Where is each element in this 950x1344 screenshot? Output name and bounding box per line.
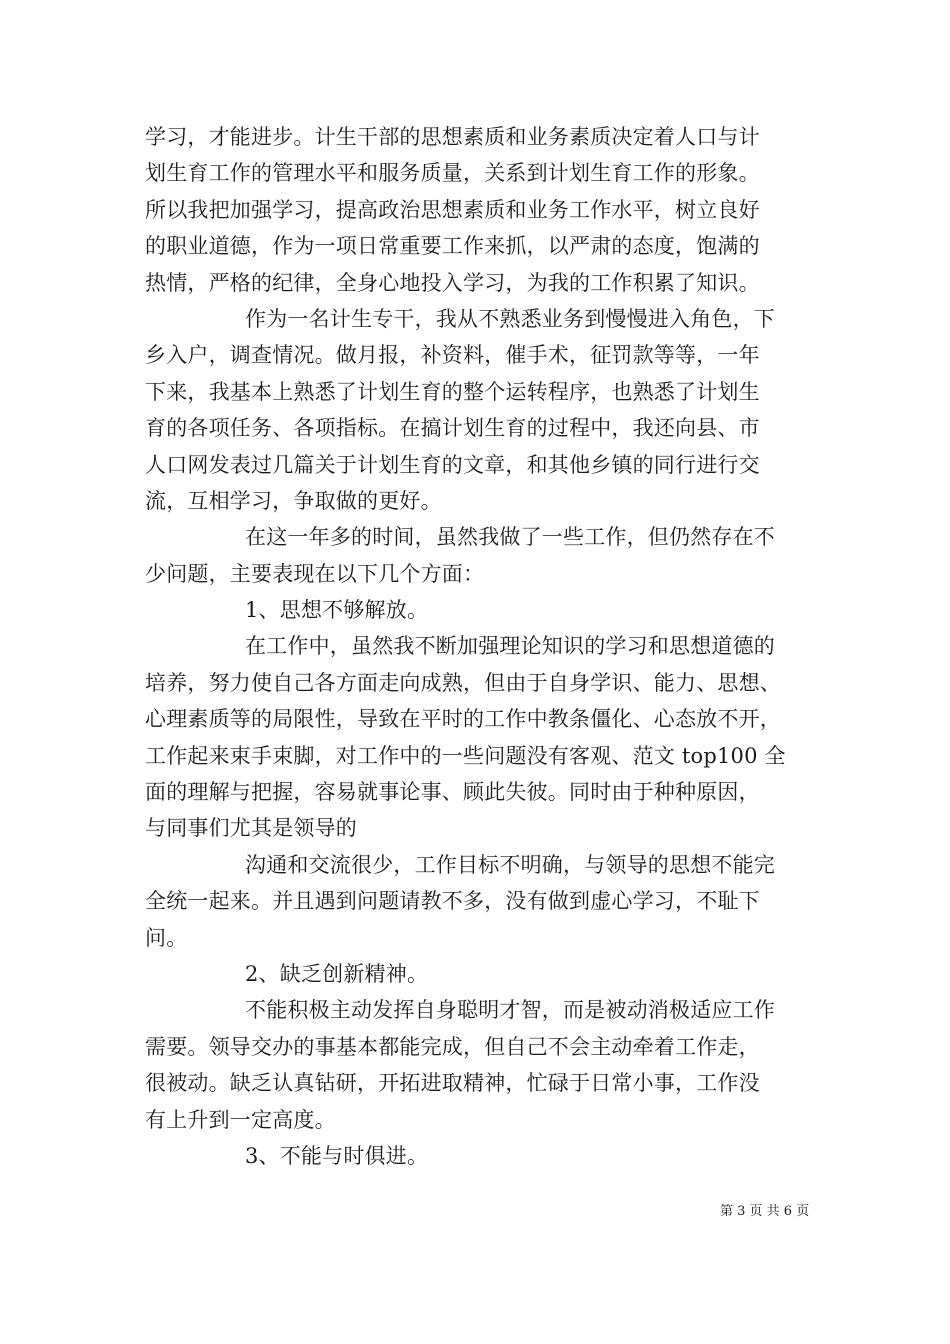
text-line: 少问题，主要表现在以下几个方面：	[145, 561, 485, 586]
text-line: 全统一起来。并且遇到问题请教不多，没有做到虚心学习，不耻下	[145, 889, 760, 914]
text-line: 与同事们尤其是领导的	[145, 816, 357, 841]
paragraph-start-line: 在工作中，虽然我不断加强理论知识的学习和思想道德的	[245, 634, 775, 659]
text-line: 乡入户，调查情况。做月报，补资料，催手术，征罚款等等，一年	[145, 343, 760, 368]
section-heading: 2、缺乏创新精神。	[245, 961, 429, 986]
paragraph-start-line: 不能积极主动发挥自身聪明才智，而是被动消极适应工作	[245, 998, 775, 1023]
text-line: 有上升到一定高度。	[145, 1107, 336, 1132]
text-line: 划生育工作的管理水平和服务质量，关系到计划生育工作的形象。	[145, 161, 760, 186]
text-line: 人口网发表过几篇关于计划生育的文章，和其他乡镇的同行进行交	[145, 452, 760, 477]
text-line: 问。	[145, 925, 188, 950]
text-line: 热情，严格的纪律，全身心地投入学习，为我的工作积累了知识。	[145, 270, 760, 295]
text-line: 育的各项任务、各项指标。在搞计划生育的过程中，我还向县、市	[145, 416, 760, 441]
text-line: 下来，我基本上熟悉了计划生育的整个运转程序，也熟悉了计划生	[145, 379, 760, 404]
text-line: 面的理解与把握，容易就事论事、顾此失彼。同时由于种种原因，	[145, 780, 760, 805]
text-line: 所以我把加强学习，提高政治思想素质和业务工作水平，树立良好	[145, 197, 760, 222]
paragraph-start-line: 在这一年多的时间，虽然我做了一些工作，但仍然存在不	[245, 525, 775, 550]
text-line: 工作起来束手束脚，对工作中的一些问题没有客观、范文 top100 全	[145, 743, 786, 768]
section-heading: 1、思想不够解放。	[245, 598, 429, 623]
text-line: 流，互相学习，争取做的更好。	[145, 488, 442, 513]
text-line: 需要。领导交办的事基本都能完成，但自己不会主动牵着工作走，	[145, 1034, 760, 1059]
paragraph-start-line: 沟通和交流很少，工作目标不明确，与领导的思想不能完	[245, 852, 775, 877]
text-line: 心理素质等的局限性，导致在平时的工作中教条僵化、心态放不开，	[145, 707, 781, 732]
text-line: 学习，才能进步。计生干部的思想素质和业务素质决定着人口与计	[145, 125, 760, 149]
text-line: 培养，努力使自己各方面走向成熟，但由于自身学识、能力、思想、	[145, 670, 781, 695]
section-heading: 3、不能与时俱进。	[245, 1143, 429, 1168]
document-body	[145, 119, 810, 1174]
text-line: 的职业道德，作为一项日常重要工作来抓，以严肃的态度，饱满的	[145, 234, 760, 259]
paragraph-start-line: 作为一名计生专干，我从不熟悉业务到慢慢进入角色，下	[245, 306, 775, 331]
page-number-footer: 第 3 页 共 6 页	[720, 1204, 810, 1219]
text-line: 很被动。缺乏认真钻研，开拓进取精神，忙碌于日常小事，工作没	[145, 1071, 760, 1096]
